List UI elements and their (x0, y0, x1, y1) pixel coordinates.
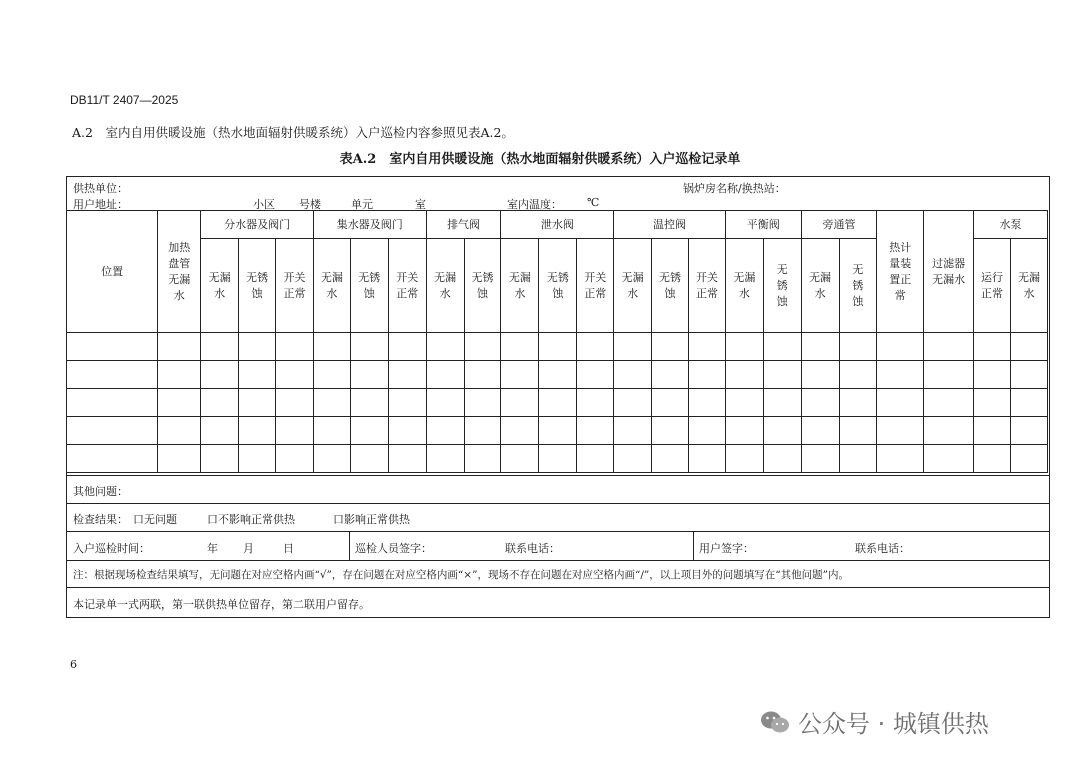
table-cell[interactable] (201, 333, 239, 361)
header-filter: 过滤器无漏水 (924, 211, 974, 333)
watermark-text: 公众号 · 城镇供热 (798, 710, 989, 738)
table-cell[interactable] (67, 361, 158, 389)
table-cell[interactable] (763, 333, 801, 361)
result-option-minor: 口不影响正常供热 (207, 513, 295, 526)
table-cell[interactable] (839, 445, 877, 473)
table-cell[interactable] (539, 333, 577, 361)
table-cell[interactable] (201, 389, 239, 417)
table-cell[interactable] (577, 389, 614, 417)
table-cell[interactable] (426, 389, 464, 417)
table-cell[interactable] (877, 361, 924, 389)
unit-label: 单元 (351, 198, 373, 211)
inspection-time-label: 入户巡检时间： (73, 542, 150, 555)
table-cell[interactable] (839, 333, 877, 361)
table-cell[interactable] (239, 361, 276, 389)
table-cell[interactable] (689, 333, 726, 361)
table-cell[interactable] (725, 389, 763, 417)
other-issues-label: 其他问题： (73, 485, 128, 498)
indoor-temp-label: 室内温度： (507, 198, 562, 211)
header-temp-valve: 温控阀 (614, 211, 726, 239)
result-option-major: 口影响正常供热 (333, 513, 410, 526)
table-cell[interactable] (652, 361, 689, 389)
table-cell[interactable] (974, 333, 1011, 361)
table-cell[interactable] (67, 389, 158, 417)
table-cell[interactable] (577, 417, 614, 445)
table-cell[interactable] (763, 417, 801, 445)
inspector-phone-label: 联系电话： (505, 542, 560, 555)
room-label: 室 (415, 198, 426, 211)
table-cell[interactable] (539, 389, 577, 417)
table-cell[interactable] (464, 361, 501, 389)
header-collector: 集水器及阀门 (313, 211, 426, 239)
table-cell[interactable] (539, 361, 577, 389)
table-cell[interactable] (464, 445, 501, 473)
sub-no-leak: 无漏水 (201, 239, 239, 333)
page-number: 6 (70, 658, 77, 671)
table-cell[interactable] (652, 389, 689, 417)
sub-no-rust: 无锈蚀 (464, 239, 501, 333)
address-label: 用户地址： (73, 198, 128, 211)
table-cell[interactable] (839, 361, 877, 389)
header-pump: 水泵 (974, 211, 1048, 239)
year-label: 年 (207, 542, 218, 555)
inspection-grid (66, 210, 1048, 473)
temp-unit: ℃ (587, 196, 600, 209)
table-cell[interactable] (388, 333, 426, 361)
sub-no-rust: 无锈蚀 (239, 239, 276, 333)
table-cell[interactable] (239, 417, 276, 445)
table-cell[interactable] (614, 445, 652, 473)
user-sign-label: 用户签字： (699, 542, 754, 555)
table-cell[interactable] (501, 445, 539, 473)
table-cell[interactable] (689, 417, 726, 445)
table-row (67, 333, 1048, 361)
table-cell[interactable] (614, 389, 652, 417)
table-cell[interactable] (974, 361, 1011, 389)
table-cell[interactable] (350, 333, 388, 361)
table-cell[interactable] (501, 389, 539, 417)
sub-no-leak: 无漏水 (426, 239, 464, 333)
watermark (760, 704, 989, 739)
table-cell[interactable] (158, 361, 201, 389)
table-cell[interactable] (350, 417, 388, 445)
table-cell[interactable] (276, 361, 314, 389)
table-cell[interactable] (877, 417, 924, 445)
table-cell[interactable] (877, 389, 924, 417)
inspector-sign-label: 巡检人员签字： (355, 542, 432, 555)
table-row (67, 417, 1048, 445)
table-cell[interactable] (501, 417, 539, 445)
table-cell[interactable] (313, 445, 350, 473)
community-label: 小区 (253, 198, 275, 211)
sub-no-leak: 无漏水 (725, 239, 763, 333)
table-cell[interactable] (464, 389, 501, 417)
sub-no-rust: 无锈蚀 (839, 239, 877, 333)
table-cell[interactable] (763, 389, 801, 417)
wechat-icon (760, 709, 790, 735)
table-cell[interactable] (426, 333, 464, 361)
table-cell[interactable] (426, 417, 464, 445)
station-label: 锅炉房名称/换热站： (683, 182, 786, 195)
table-cell[interactable] (1010, 361, 1047, 389)
table-cell[interactable] (239, 389, 276, 417)
table-cell[interactable] (689, 361, 726, 389)
sub-switch-ok: 开关正常 (689, 239, 726, 333)
header-position: 位置 (67, 211, 158, 333)
table-cell[interactable] (388, 361, 426, 389)
table-cell[interactable] (974, 389, 1011, 417)
table-cell[interactable] (313, 361, 350, 389)
intro-text: A.2 室内自用供暖设施（热水地面辐射供暖系统）入户巡检内容参照见表A.2。 (72, 125, 514, 140)
table-cell[interactable] (725, 445, 763, 473)
table-cell[interactable] (388, 445, 426, 473)
sub-switch-ok: 开关正常 (276, 239, 314, 333)
table-cell[interactable] (689, 445, 726, 473)
sub-no-leak: 无漏水 (1010, 239, 1047, 333)
table-cell[interactable] (801, 389, 839, 417)
table-cell[interactable] (158, 389, 201, 417)
table-cell[interactable] (158, 333, 201, 361)
table-cell[interactable] (577, 445, 614, 473)
table-cell[interactable] (539, 417, 577, 445)
sub-no-leak: 无漏水 (614, 239, 652, 333)
table-cell[interactable] (350, 445, 388, 473)
table-cell[interactable] (763, 361, 801, 389)
table-cell[interactable] (652, 333, 689, 361)
table-cell[interactable] (614, 333, 652, 361)
table-cell[interactable] (201, 417, 239, 445)
table-cell[interactable] (501, 361, 539, 389)
table-cell[interactable] (614, 361, 652, 389)
table-cell[interactable] (725, 361, 763, 389)
table-cell[interactable] (614, 417, 652, 445)
table-cell[interactable] (1010, 417, 1047, 445)
table-cell[interactable] (1010, 389, 1047, 417)
table-cell[interactable] (725, 333, 763, 361)
supplier-label: 供热单位： (73, 182, 128, 195)
table-cell[interactable] (276, 333, 314, 361)
table-cell[interactable] (158, 417, 201, 445)
table-cell[interactable] (801, 361, 839, 389)
table-cell[interactable] (388, 417, 426, 445)
sub-no-rust: 无锈蚀 (350, 239, 388, 333)
table-cell[interactable] (839, 389, 877, 417)
header-balance-valve: 平衡阀 (725, 211, 801, 239)
table-cell[interactable] (577, 361, 614, 389)
table-row (67, 445, 1048, 473)
table-cell[interactable] (801, 417, 839, 445)
table-cell[interactable] (276, 417, 314, 445)
sub-no-rust: 无锈蚀 (763, 239, 801, 333)
table-cell[interactable] (426, 445, 464, 473)
table-cell[interactable] (313, 333, 350, 361)
table-cell[interactable] (501, 333, 539, 361)
month-label: 月 (243, 542, 254, 555)
building-label: 号楼 (299, 198, 321, 211)
table-cell[interactable] (201, 361, 239, 389)
table-cell[interactable] (239, 445, 276, 473)
day-label: 日 (283, 542, 294, 555)
note-text: 注：根据现场检查结果填写，无问题在对应空格内画“√”，存在问题在对应空格内画“×”，现场不存在问题在对应空格内画“/”，以上项目外的问题填写在“其他问题”内。 (73, 569, 849, 581)
table-cell[interactable] (350, 361, 388, 389)
table-cell[interactable] (276, 445, 314, 473)
table-cell[interactable] (350, 389, 388, 417)
table-cell[interactable] (1010, 445, 1047, 473)
table-cell[interactable] (201, 445, 239, 473)
sub-no-rust: 无锈蚀 (539, 239, 577, 333)
table-cell[interactable] (924, 445, 974, 473)
table-cell[interactable] (974, 417, 1011, 445)
table-cell[interactable] (801, 445, 839, 473)
table-cell[interactable] (539, 445, 577, 473)
table-cell[interactable] (426, 361, 464, 389)
table-cell[interactable] (924, 333, 974, 361)
inspection-form (66, 176, 1050, 618)
header-air-valve: 排气阀 (426, 211, 501, 239)
table-row (67, 361, 1048, 389)
sub-no-leak: 无漏水 (801, 239, 839, 333)
table-row (67, 389, 1048, 417)
header-bypass: 旁通管 (801, 211, 877, 239)
table-cell[interactable] (388, 389, 426, 417)
table-cell[interactable] (652, 445, 689, 473)
table-cell[interactable] (924, 389, 974, 417)
table-cell[interactable] (877, 445, 924, 473)
table-cell[interactable] (313, 389, 350, 417)
document-id: DB11/T 2407—2025 (70, 93, 179, 107)
table-cell[interactable] (801, 333, 839, 361)
header-coil: 加热盘管无漏水 (158, 211, 201, 333)
sub-no-leak: 无漏水 (501, 239, 539, 333)
table-cell[interactable] (1010, 333, 1047, 361)
table-cell[interactable] (974, 445, 1011, 473)
table-cell[interactable] (877, 333, 924, 361)
table-cell[interactable] (725, 417, 763, 445)
table-cell[interactable] (158, 445, 201, 473)
header-heat-meter: 热计量装置正常 (877, 211, 924, 333)
table-cell[interactable] (652, 417, 689, 445)
table-cell[interactable] (839, 417, 877, 445)
sub-switch-ok: 开关正常 (577, 239, 614, 333)
table-cell[interactable] (924, 417, 974, 445)
header-manifold: 分水器及阀门 (201, 211, 314, 239)
copies-text: 本记录单一式两联，第一联供热单位留存，第二联用户留存。 (73, 598, 370, 611)
table-cell[interactable] (276, 389, 314, 417)
result-option-no-issue: 口无问题 (133, 513, 177, 526)
table-cell[interactable] (464, 417, 501, 445)
table-cell[interactable] (464, 333, 501, 361)
sub-no-rust: 无锈蚀 (652, 239, 689, 333)
header-drain-valve: 泄水阀 (501, 211, 614, 239)
table-cell[interactable] (689, 389, 726, 417)
sub-no-leak: 无漏水 (313, 239, 350, 333)
result-label: 检查结果： (73, 513, 128, 526)
table-cell[interactable] (313, 417, 350, 445)
table-cell[interactable] (239, 333, 276, 361)
table-cell[interactable] (67, 417, 158, 445)
table-cell[interactable] (67, 333, 158, 361)
sub-switch-ok: 开关正常 (388, 239, 426, 333)
table-cell[interactable] (577, 333, 614, 361)
table-cell[interactable] (67, 445, 158, 473)
table-cell[interactable] (763, 445, 801, 473)
user-phone-label: 联系电话： (855, 542, 910, 555)
table-title: 表A.2 室内自用供暖设施（热水地面辐射供暖系统）入户巡检记录单 (339, 152, 741, 167)
table-cell[interactable] (924, 361, 974, 389)
sub-running-ok: 运行正常 (974, 239, 1011, 333)
